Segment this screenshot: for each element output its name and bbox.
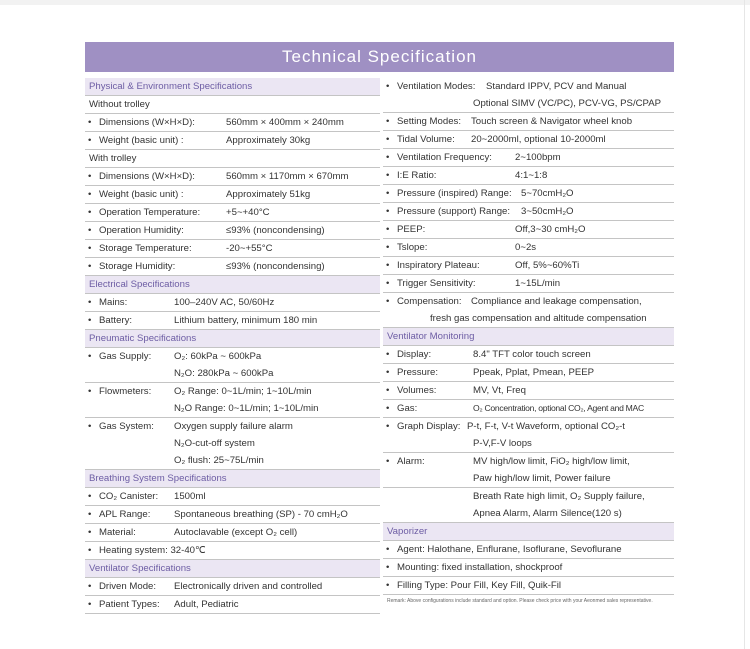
spec-row: • Ventilation Frequency: 2~100bpm [383,149,674,167]
spec-row-continued: N₂O-cut-off system [174,438,255,449]
section-header-physical: Physical & Environment Specifications [85,78,380,96]
spec-row: • Alarm: MV high/low limit, FiO₂ high/low limit, [386,456,630,467]
spec-row: • Display: 8.4" TFT color touch screen [383,346,674,364]
spec-row: • CO₂ Canister: 1500ml [85,488,380,506]
spec-row: • Gas Supply: O₂: 60kPa ~ 600kPa [88,351,262,362]
spec-row: • Tidal Volume: 20~2000ml, optional 10-2000ml [383,131,674,149]
spec-row: • Storage Temperature: -20~+55°C [85,240,380,258]
page-title: Technical Specification [85,42,674,72]
spec-row: • Pressure: Ppeak, Pplat, Pmean, PEEP [383,364,674,382]
spec-row-continued: N₂O Range: 0~1L/min; 1~10L/min [85,400,380,418]
spec-row: • Volumes: MV, Vt, Freq [383,382,674,400]
spec-row: • Setting Modes: Touch screen & Navigator wheel knob [383,113,674,131]
spec-row: • Filling Type: Pour Fill, Key Fill, Quik-Fil [383,577,674,595]
right-column [383,78,674,605]
section-header-monitoring: Ventilator Monitoring [383,328,674,346]
spec-row: • Battery: Lithium battery, minimum 180 min [85,312,380,330]
spec-row: Without trolley [85,96,380,114]
spec-row: With trolley [85,150,380,168]
spec-row: • I:E Ratio: 4:1~1:8 [383,167,674,185]
spec-row: • Agent: Halothane, Enflurane, Isoflurane, Sevoflurane [383,541,674,559]
section-header-breathing: Breathing System Specifications [85,470,380,488]
spec-row-continued: O₂ flush: 25~75L/min [85,452,380,470]
section-header-electrical: Electrical Specifications [85,276,380,294]
section-header-ventilator: Ventilator Specifications [85,560,380,578]
spec-row: • Dimensions (W×H×D): 560mm × 400mm × 240mm [85,114,380,132]
spec-row-continued: Apnea Alarm, Alarm Silence(120 s) [383,505,674,523]
left-column [85,78,380,614]
spec-row: • Tslope: 0~2s [383,239,674,257]
spec-row: • Mains: 100–240V AC, 50/60Hz [85,294,380,312]
section-header-vaporizer: Vaporizer [383,523,674,541]
spec-row: • Weight (basic unit) : Approximately 30kg [85,132,380,150]
spec-row: • Material: Autoclavable (except O₂ cell) [85,524,380,542]
spec-row: • Driven Mode: Electronically driven and controlled [85,578,380,596]
spec-row: • Graph Display: P-t, F-t, V-t Waveform, optional CO₂-t [386,421,625,432]
spec-row: • Pressure (support) Range: 3~50cmH₂O [383,203,674,221]
spec-row: • Heating system: 32-40℃ [85,542,380,560]
spec-row-continued: N₂O: 280kPa ~ 600kPa [85,365,380,383]
spec-row: • Gas System: Oxygen supply failure alarm [88,421,293,432]
spec-row-continued: P-V,F-V loops [383,435,674,453]
spec-row: • Operation Temperature: +5~+40°C [85,204,380,222]
spec-row: • Weight (basic unit) : Approximately 51kg [85,186,380,204]
spec-row: • Trigger Sensitivity: 1~15L/min [383,275,674,293]
spec-row-continued: fresh gas compensation and altitude compensation [383,310,674,328]
right-edge [744,0,745,649]
remark-note: Remark: Above configurations include standard and option. Please check price with your Aeonmed sales representative. [387,598,653,604]
spec-row: • Flowmeters: O₂ Range: 0~1L/min; 1~10L/min [88,386,312,397]
spec-row: • Compensation: Compliance and leakage compensation, [386,296,642,307]
spec-row-continued: Optional SIMV (VC/PC), PCV-VG, PS/CPAP [383,95,674,113]
section-header-pneumatic: Pneumatic Specifications [85,330,380,348]
spec-row: • Operation Humidity: ≤93% (noncondensing) [85,222,380,240]
spec-row-continued: Breath Rate high limit, O₂ Supply failure, [473,491,645,502]
spec-row: • Pressure (inspired) Range: 5~70cmH₂O [383,185,674,203]
spec-row: • Storage Humidity: ≤93% (noncondensing) [85,258,380,276]
spec-row: • Patient Types: Adult, Pediatric [85,596,380,614]
spec-row-continued: Paw high/low limit, Power failure [383,470,674,488]
top-edge [0,0,750,5]
spec-row: • PEEP: Off,3~30 cmH₂O [383,221,674,239]
spec-row: • Dimensions (W×H×D): 560mm × 1170mm × 670mm [85,168,380,186]
spec-row: • Ventilation Modes: Standard IPPV, PCV and Manual [386,81,627,92]
spec-row: • Gas: O₂ Concentration, optional CO₂, Agent and MAC [383,400,674,418]
spec-row: • Inspiratory Plateau: Off, 5%~60%Ti [383,257,674,275]
spec-row: • Mounting: fixed installation, shockproof [383,559,674,577]
spec-row: • APL Range: Spontaneous breathing (SP) - 70 cmH₂O [85,506,380,524]
